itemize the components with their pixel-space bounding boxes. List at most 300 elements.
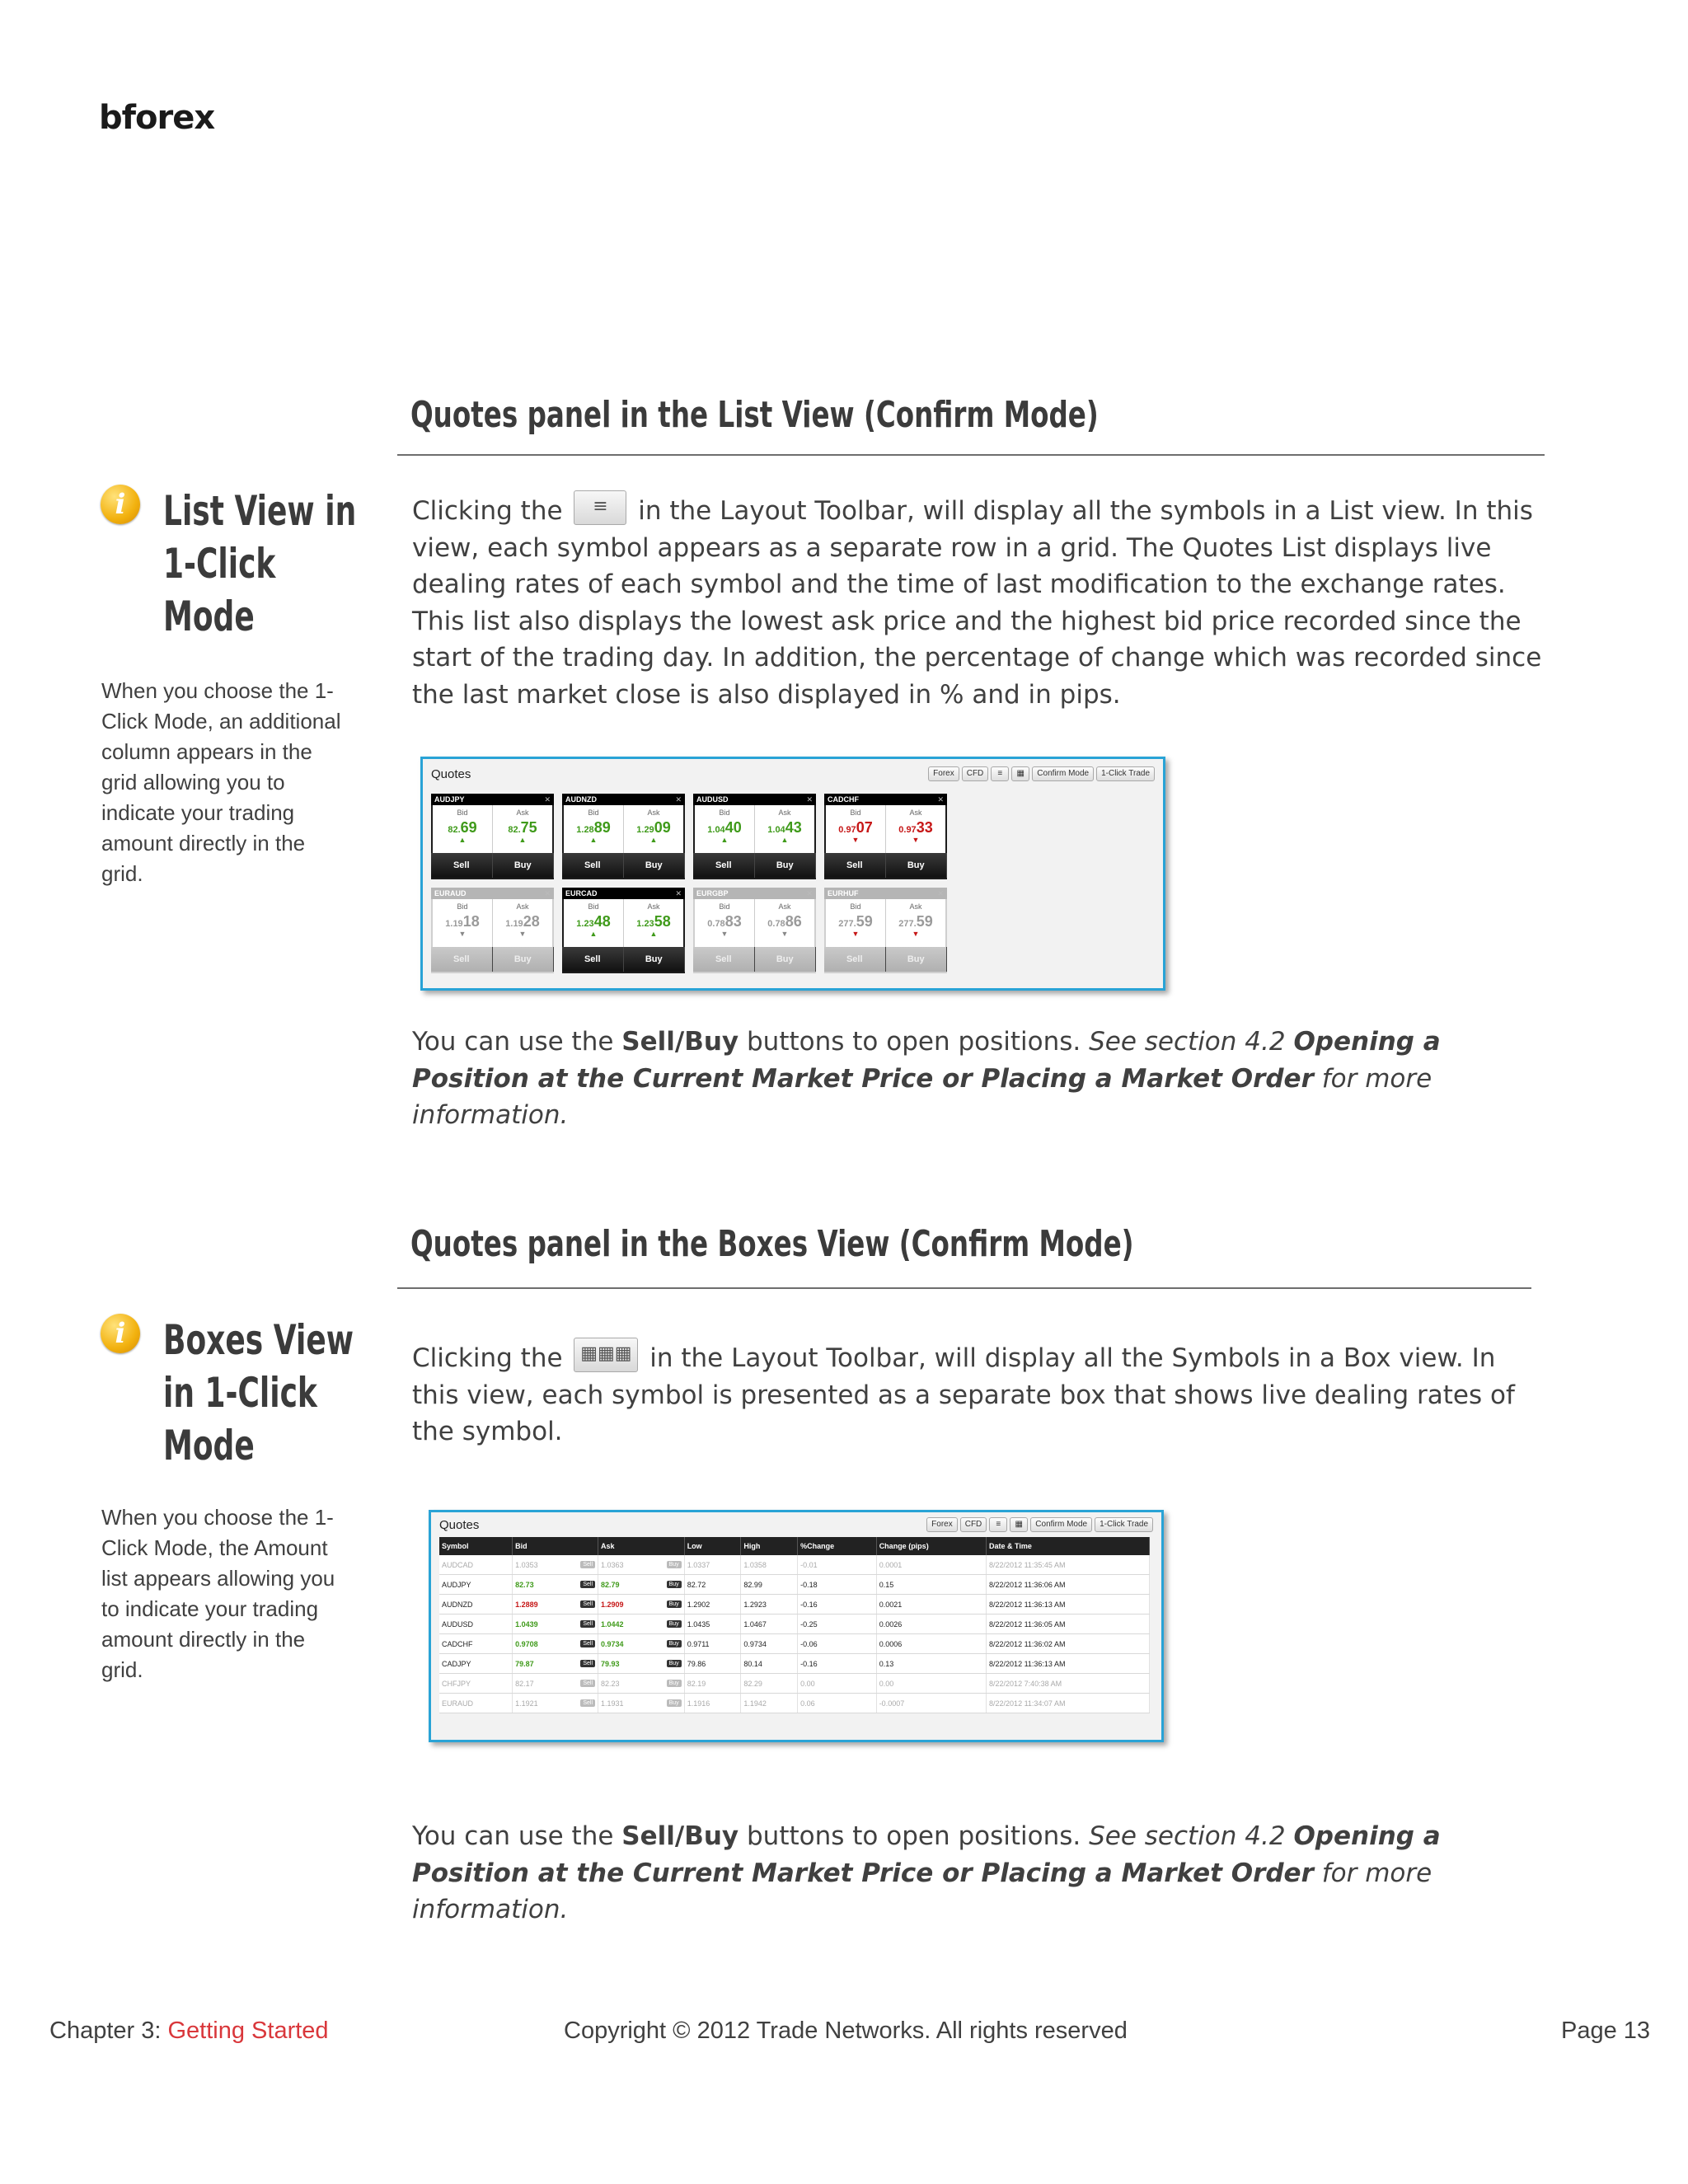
cell-low <box>684 1595 741 1615</box>
forex-tab[interactable]: Forex <box>926 1517 958 1532</box>
quotes-table-wrapper <box>439 1537 1150 1713</box>
cell-time <box>987 1615 1150 1634</box>
quotes-panel-title: Quotes <box>431 766 471 781</box>
quote-symbol: EURCAD <box>565 889 598 898</box>
cell-value: CADJPY <box>442 1659 471 1668</box>
cell-value: 0.9711 <box>687 1639 710 1648</box>
ask-price-pips: 09 <box>654 819 671 836</box>
quote-box-header <box>562 888 685 899</box>
buy-button[interactable]: Buy <box>667 1601 682 1608</box>
note-text: You can use the <box>412 1027 622 1057</box>
quotes-panel-title: Quotes <box>439 1517 480 1532</box>
cell-value: CHFJPY <box>442 1679 471 1688</box>
quote-box <box>431 888 554 973</box>
cell-pct <box>798 1654 877 1674</box>
cell-symbol <box>439 1654 513 1674</box>
cell-value: 1.1916 <box>687 1699 710 1708</box>
bid-label: Bid <box>850 808 861 817</box>
table-row[interactable] <box>439 1615 1150 1634</box>
cell-value: 0.00 <box>800 1679 815 1688</box>
cell-value: 1.2902 <box>687 1600 710 1609</box>
bid-price-prefix: 277. <box>838 919 856 929</box>
cell-pips <box>876 1654 986 1674</box>
quote-box <box>562 888 685 973</box>
sell-button[interactable]: Sell <box>824 947 886 972</box>
cell-value: 1.1931 <box>601 1699 624 1708</box>
ask-cell <box>624 899 683 947</box>
quotes-table <box>439 1537 1150 1713</box>
footer-chapter-label: Chapter 3: <box>49 2018 168 2044</box>
cell-value: 82.19 <box>687 1679 706 1688</box>
quote-box <box>431 794 554 879</box>
note-bold: Sell/Buy <box>621 1821 739 1851</box>
note-list-view <box>412 1024 1550 1134</box>
ask-label: Ask <box>516 808 529 817</box>
cell-low <box>684 1555 741 1575</box>
one-click-trade-button[interactable]: 1-Click Trade <box>1096 766 1155 781</box>
bid-price-prefix: 1.23 <box>576 919 594 929</box>
close-icon[interactable]: ✕ <box>937 795 944 804</box>
cell-pct <box>798 1615 877 1634</box>
bid-cell <box>433 899 493 947</box>
buy-button[interactable]: Buy <box>667 1660 682 1667</box>
bid-price <box>826 913 885 930</box>
sell-button[interactable]: Sell <box>693 853 755 878</box>
buy-button[interactable]: Buy <box>493 853 555 878</box>
cell-high <box>741 1595 798 1615</box>
buy-button[interactable]: Buy <box>886 947 948 972</box>
ask-label: Ask <box>909 808 922 817</box>
bid-label: Bid <box>457 902 468 911</box>
bid-label: Bid <box>719 902 730 911</box>
close-icon[interactable]: ✕ <box>806 795 813 804</box>
note-italic: for more information. <box>412 1858 1432 1924</box>
quote-prices <box>826 899 945 947</box>
confirm-mode-button[interactable]: Confirm Mode <box>1032 766 1094 781</box>
table-row[interactable] <box>439 1634 1150 1654</box>
sell-button[interactable]: Sell <box>580 1601 595 1608</box>
quote-box <box>824 888 947 973</box>
trend-arrow-icon: ▼ <box>851 930 860 938</box>
side-title-line: Boxes View <box>163 1316 354 1364</box>
confirm-mode-button[interactable]: Confirm Mode <box>1030 1517 1092 1532</box>
quote-box <box>562 794 685 879</box>
ask-cell <box>755 805 814 853</box>
cell-symbol <box>439 1674 513 1694</box>
quotes-panel-header <box>423 759 1163 789</box>
sell-button[interactable]: Sell <box>580 1640 595 1647</box>
cell-value: 79.86 <box>687 1659 706 1668</box>
bid-price <box>433 819 492 837</box>
buy-button[interactable]: Buy <box>493 947 555 972</box>
quote-box-header <box>431 794 554 805</box>
quote-prices <box>564 899 683 947</box>
ask-label: Ask <box>778 808 791 817</box>
quotes-panel-screenshot-list <box>429 1510 1164 1742</box>
ask-price-pips: 86 <box>785 913 802 930</box>
ask-price <box>755 819 814 837</box>
sell-button[interactable]: Sell <box>431 853 493 878</box>
buy-button[interactable]: Buy <box>755 853 817 878</box>
list-view-button[interactable]: ≡ <box>991 766 1009 781</box>
cell-low <box>684 1575 741 1595</box>
column-header[interactable]: Bid <box>513 1537 598 1555</box>
ask-cell <box>624 805 683 853</box>
ask-price <box>886 819 945 837</box>
cell-pct <box>798 1555 877 1575</box>
quote-prices <box>695 899 814 947</box>
table-row[interactable] <box>439 1674 1150 1694</box>
cell-pips <box>876 1595 986 1615</box>
cell-value: 0.06 <box>800 1699 815 1708</box>
quote-box-buttons <box>824 853 947 878</box>
cell-value: -0.0007 <box>879 1699 905 1708</box>
bid-price-prefix: 1.28 <box>576 825 594 835</box>
side-title-line: Mode <box>163 1422 255 1469</box>
bid-label: Bid <box>457 808 468 817</box>
section-title-boxes-view: Quotes panel in the Boxes View (Confirm Mode) <box>410 1223 1134 1265</box>
sell-button[interactable]: Sell <box>431 947 493 972</box>
ask-price-pips: 43 <box>785 819 802 836</box>
cell-value: AUDCAD <box>442 1560 474 1569</box>
note-text: You can use the <box>412 1821 622 1851</box>
cell-symbol <box>439 1634 513 1654</box>
cell-value: AUDJPY <box>442 1580 471 1589</box>
sell-button[interactable]: Sell <box>580 1680 595 1687</box>
cell-value: 82.29 <box>743 1679 762 1688</box>
cell-value: 82.23 <box>601 1679 620 1688</box>
cell-high <box>741 1615 798 1634</box>
cell-value: 8/22/2012 11:36:06 AM <box>989 1580 1066 1589</box>
ask-price-prefix: 1.29 <box>636 825 654 835</box>
sell-button[interactable]: Sell <box>580 1620 595 1628</box>
bid-price-pips: 83 <box>724 913 742 930</box>
list-layout-icon: ≡ <box>574 490 626 525</box>
trend-arrow-icon: ▲ <box>649 836 658 844</box>
cfd-tab[interactable]: CFD <box>962 766 989 781</box>
quote-box-header <box>693 888 816 899</box>
cell-value: 80.14 <box>743 1659 762 1668</box>
note-link-title: Opening a Position at the Current Market Price or Placing a Market Order <box>412 1821 1441 1888</box>
ask-price-pips: 33 <box>916 819 933 836</box>
cell-low <box>684 1674 741 1694</box>
quote-box-buttons <box>824 947 947 972</box>
cell-ask <box>598 1634 685 1654</box>
trend-arrow-icon: ▲ <box>589 836 598 844</box>
column-header[interactable]: Change (pips) <box>876 1537 986 1555</box>
cell-value: 1.0435 <box>687 1619 710 1629</box>
quote-box-header <box>562 794 685 805</box>
cell-value: 1.2889 <box>515 1600 538 1609</box>
ask-price <box>624 819 683 837</box>
quote-prices <box>564 805 683 853</box>
cell-pct <box>798 1634 877 1654</box>
ask-price <box>493 913 552 930</box>
bid-cell <box>695 805 755 853</box>
cell-value: 1.0358 <box>743 1560 767 1569</box>
close-icon[interactable]: ✕ <box>544 889 551 898</box>
quote-box-buttons <box>693 947 816 972</box>
column-header[interactable]: %Change <box>798 1537 877 1555</box>
cell-value: -0.01 <box>800 1560 818 1569</box>
cell-pips <box>876 1674 986 1694</box>
logo: bforex <box>99 99 215 137</box>
bid-price-prefix: 1.04 <box>707 825 725 835</box>
cell-ask <box>598 1615 685 1634</box>
buy-button[interactable]: Buy <box>755 947 817 972</box>
quote-prices <box>826 805 945 853</box>
note-italic: See section 4.2 <box>1089 1027 1294 1057</box>
ask-price <box>886 913 945 930</box>
quote-box-buttons <box>562 947 685 972</box>
section-divider <box>397 1287 1531 1289</box>
table-row[interactable] <box>439 1595 1150 1615</box>
table-header-row <box>439 1537 1150 1555</box>
sell-button[interactable]: Sell <box>580 1660 595 1667</box>
cell-value: 1.2923 <box>743 1600 767 1609</box>
cell-value: 1.0363 <box>601 1560 624 1569</box>
bid-price-prefix: 1.19 <box>445 919 463 929</box>
buy-button[interactable]: Buy <box>624 853 686 878</box>
cell-time <box>987 1654 1150 1674</box>
cell-bid <box>513 1654 598 1674</box>
close-icon[interactable]: ✕ <box>806 889 813 898</box>
ask-price-prefix: 82. <box>508 825 521 835</box>
quote-symbol: AUDNZD <box>565 795 597 804</box>
cell-ask <box>598 1555 685 1575</box>
column-header[interactable]: Symbol <box>439 1537 513 1555</box>
cell-pips <box>876 1615 986 1634</box>
trend-arrow-icon: ▼ <box>720 930 729 938</box>
cell-value: 1.0442 <box>601 1619 624 1629</box>
cell-pct <box>798 1595 877 1615</box>
cell-bid <box>513 1615 598 1634</box>
boxes-view-button[interactable]: ▦ <box>1010 1517 1028 1532</box>
buy-button[interactable]: Buy <box>667 1620 682 1628</box>
sell-button[interactable]: Sell <box>562 853 624 878</box>
sell-button[interactable]: Sell <box>562 947 624 972</box>
ask-label: Ask <box>909 902 922 911</box>
close-icon[interactable]: ✕ <box>937 889 944 898</box>
table-row[interactable] <box>439 1575 1150 1595</box>
cell-pct <box>798 1674 877 1694</box>
paragraph-text: Clicking the <box>412 496 563 526</box>
bid-price-pips: 69 <box>460 819 477 836</box>
cell-value: 8/22/2012 11:36:02 AM <box>989 1639 1066 1648</box>
footer-chapter-link[interactable]: Getting Started <box>167 2018 329 2044</box>
buy-button[interactable]: Buy <box>667 1699 682 1707</box>
cell-bid <box>513 1555 598 1575</box>
ask-label: Ask <box>516 902 529 911</box>
bid-cell <box>433 805 493 853</box>
cell-value: 82.79 <box>601 1580 620 1589</box>
table-row[interactable] <box>439 1555 1150 1575</box>
bid-price-pips: 18 <box>462 913 480 930</box>
cfd-tab[interactable]: CFD <box>960 1517 987 1532</box>
quotes-panel-header <box>431 1512 1161 1537</box>
cell-high <box>741 1674 798 1694</box>
cell-time <box>987 1694 1150 1713</box>
sell-button[interactable]: Sell <box>580 1581 595 1588</box>
cell-value: 1.0353 <box>515 1560 538 1569</box>
ask-price-pips: 28 <box>523 913 540 930</box>
cell-low <box>684 1634 741 1654</box>
buy-button[interactable]: Buy <box>886 853 948 878</box>
cell-bid <box>513 1575 598 1595</box>
forex-tab[interactable]: Forex <box>928 766 959 781</box>
cell-ask <box>598 1595 685 1615</box>
cell-value: 0.0021 <box>879 1600 903 1609</box>
ask-price-prefix: 1.04 <box>767 825 785 835</box>
cell-symbol <box>439 1595 513 1615</box>
cell-bid <box>513 1694 598 1713</box>
side-title-boxes-view <box>163 1314 354 1472</box>
quotes-panel-screenshot-boxes <box>420 757 1165 991</box>
buy-button[interactable]: Buy <box>667 1581 682 1588</box>
quote-prices <box>433 899 552 947</box>
trend-arrow-icon: ▼ <box>851 836 860 844</box>
ask-price-pips: 75 <box>520 819 537 836</box>
cell-low <box>684 1694 741 1713</box>
cell-value: -0.16 <box>800 1600 818 1609</box>
cell-pct <box>798 1575 877 1595</box>
cell-value: 8/22/2012 11:36:13 AM <box>989 1600 1066 1609</box>
buy-button[interactable]: Buy <box>667 1640 682 1647</box>
cell-value: 1.0467 <box>743 1619 767 1629</box>
quote-box-buttons <box>431 853 554 878</box>
paragraph-text: in the Layout Toolbar, will display all the Symbols in a Box view. In this view, each symbol is presented as a separate box that shows live dealing rates of the symbol. <box>412 1343 1515 1446</box>
quote-prices <box>433 805 552 853</box>
cell-value: 1.0439 <box>515 1619 538 1629</box>
one-click-trade-button[interactable]: 1-Click Trade <box>1095 1517 1153 1532</box>
trend-arrow-icon: ▼ <box>912 836 920 844</box>
ask-price-prefix: 277. <box>898 919 917 929</box>
ask-cell <box>493 805 552 853</box>
section-title-list-view: Quotes panel in the List View (Confirm Mode) <box>410 394 1099 436</box>
paragraph-text: Clicking the <box>412 1343 563 1373</box>
ask-cell <box>886 899 945 947</box>
close-icon[interactable]: ✕ <box>544 795 551 804</box>
cell-bid <box>513 1634 598 1654</box>
bid-price-pips: 07 <box>856 819 873 836</box>
quote-box <box>824 794 947 879</box>
list-view-button[interactable]: ≡ <box>989 1517 1007 1532</box>
paragraph-text: in the Layout Toolbar, will display all the symbols in a List view. In this view, each symbol appears as a separate row in a grid. The Quotes List displays live dealing rates of each symbol and the time of last modification to the exchange rates. This list also displays the lowest ask price and the highest bid price recorded since the start of the trading day. In addition, the percentage of change which was recorded since the last market close is also displayed in % and in pips. <box>412 496 1542 710</box>
cell-value: 1.1921 <box>515 1699 538 1708</box>
note-boxes-view <box>412 1818 1550 1929</box>
quote-box-buttons <box>562 853 685 878</box>
cell-ask <box>598 1694 685 1713</box>
quote-box <box>693 888 816 973</box>
ask-price-prefix: 1.19 <box>505 919 523 929</box>
cell-value: 82.17 <box>515 1679 534 1688</box>
cell-pips <box>876 1694 986 1713</box>
cell-value: 0.13 <box>879 1659 894 1668</box>
cell-low <box>684 1615 741 1634</box>
quote-prices <box>695 805 814 853</box>
cell-high <box>741 1654 798 1674</box>
cell-symbol <box>439 1575 513 1595</box>
table-row[interactable] <box>439 1694 1150 1713</box>
cell-value: AUDUSD <box>442 1619 474 1629</box>
ask-price-prefix: 1.23 <box>636 919 654 929</box>
cell-value: EURAUD <box>442 1699 474 1708</box>
bid-label: Bid <box>588 902 599 911</box>
sell-button[interactable]: Sell <box>580 1561 595 1568</box>
bid-price-prefix: 82. <box>448 825 461 835</box>
cell-time <box>987 1575 1150 1595</box>
table-row[interactable] <box>439 1654 1150 1674</box>
cell-value: 82.73 <box>515 1580 534 1589</box>
cell-value: 8/22/2012 7:40:38 AM <box>989 1679 1062 1688</box>
sell-button[interactable]: Sell <box>824 853 886 878</box>
column-header[interactable]: High <box>741 1537 798 1555</box>
cell-ask <box>598 1654 685 1674</box>
ask-label: Ask <box>647 902 660 911</box>
bid-price <box>564 819 623 837</box>
note-italic: See section 4.2 <box>1089 1821 1294 1851</box>
cell-value: 0.0001 <box>879 1560 903 1569</box>
close-icon[interactable]: ✕ <box>675 889 682 898</box>
cell-value: 79.87 <box>515 1659 534 1668</box>
cell-value: 0.15 <box>879 1580 894 1589</box>
cell-value: 79.93 <box>601 1659 620 1668</box>
sell-button[interactable]: Sell <box>693 947 755 972</box>
paragraph-list-view <box>412 493 1550 713</box>
bid-price <box>433 913 492 930</box>
bid-cell <box>564 805 624 853</box>
trend-arrow-icon: ▼ <box>912 930 920 938</box>
cell-pips <box>876 1634 986 1654</box>
cell-value: 0.9734 <box>743 1639 767 1648</box>
paragraph-boxes-view <box>412 1340 1550 1451</box>
buy-button[interactable]: Buy <box>624 947 686 972</box>
column-header[interactable]: Ask <box>598 1537 685 1555</box>
bid-price-pips: 59 <box>856 913 873 930</box>
column-header[interactable]: Date & Time <box>987 1537 1150 1555</box>
sell-button[interactable]: Sell <box>580 1699 595 1707</box>
cell-value: 82.99 <box>743 1580 762 1589</box>
footer-copyright: Copyright © 2012 Trade Networks. All rights reserved <box>564 2018 1128 2044</box>
bid-label: Bid <box>588 808 599 817</box>
trend-arrow-icon: ▲ <box>649 930 658 938</box>
info-icon: i <box>101 1314 140 1353</box>
note-italic: for more information. <box>412 1063 1432 1130</box>
column-header[interactable]: Low <box>684 1537 741 1555</box>
cell-value: 8/22/2012 11:36:13 AM <box>989 1659 1066 1668</box>
boxes-view-button[interactable]: ▦ <box>1011 766 1029 781</box>
ask-price <box>624 913 683 930</box>
cell-value: -0.06 <box>800 1639 818 1648</box>
bid-cell <box>695 899 755 947</box>
cell-time <box>987 1555 1150 1575</box>
buy-button[interactable]: Buy <box>667 1680 682 1687</box>
note-bold: Sell/Buy <box>621 1027 739 1057</box>
cell-symbol <box>439 1555 513 1575</box>
side-note: When you choose the 1-Click Mode, an additional column appears in the grid allowing you to indicate your trading amount directly in the grid. <box>101 678 341 886</box>
quote-box-header <box>693 794 816 805</box>
cell-high <box>741 1694 798 1713</box>
bid-price-prefix: 0.97 <box>838 825 856 835</box>
quote-box-header <box>824 794 947 805</box>
buy-button[interactable]: Buy <box>667 1561 682 1568</box>
cell-value: -0.18 <box>800 1580 818 1589</box>
cell-ask <box>598 1674 685 1694</box>
cell-pct <box>798 1694 877 1713</box>
quote-box <box>693 794 816 879</box>
close-icon[interactable]: ✕ <box>675 795 682 804</box>
cell-symbol <box>439 1694 513 1713</box>
